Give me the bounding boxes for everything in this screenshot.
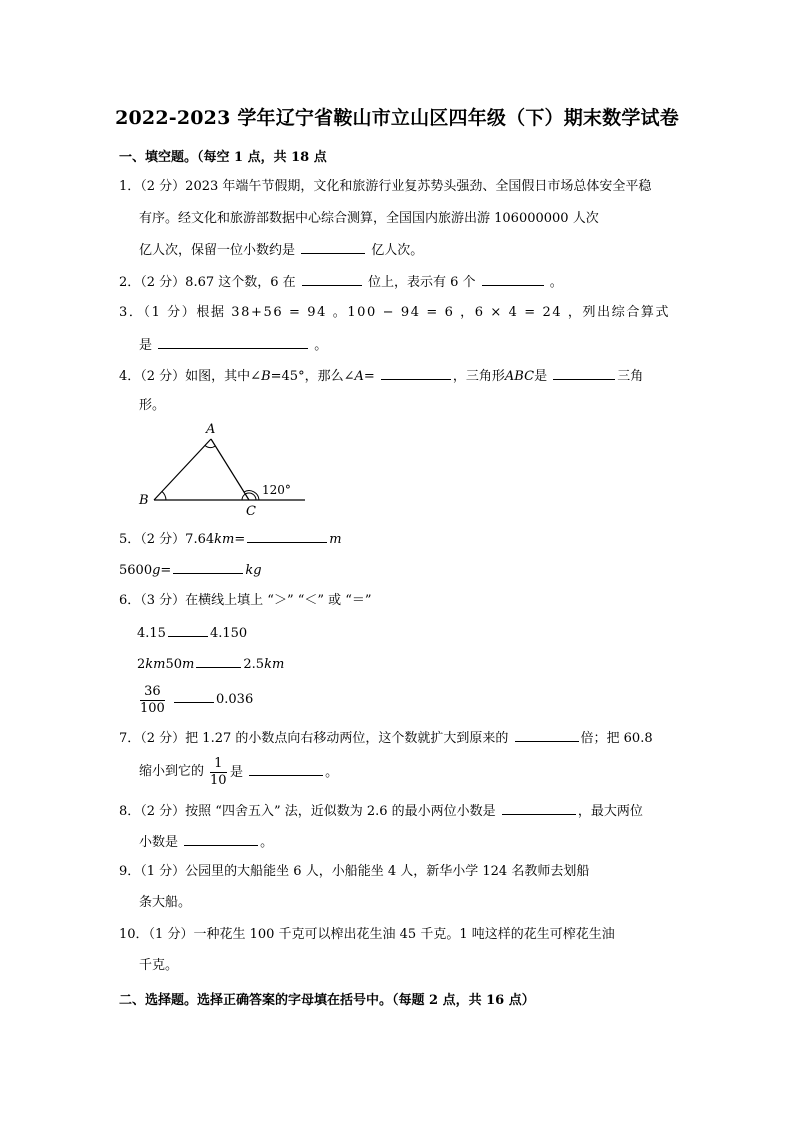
answer-blank[interactable] [247, 530, 327, 543]
fraction-36-100 [140, 684, 165, 717]
question-4-line-2: 形。 [139, 398, 166, 413]
fraction-numerator: 36 [140, 684, 165, 701]
question-3-line-2 [139, 336, 327, 355]
answer-blank[interactable] [553, 367, 615, 380]
fraction-1-10 [210, 756, 227, 789]
answer-blank[interactable] [249, 763, 323, 776]
answer-blank[interactable] [301, 241, 365, 254]
question-7-text-a: 7．（2 分）把 1.27 的小数点向右移动两位，这个数就扩大到原来的 [119, 731, 509, 746]
compare-left-km: 2 [137, 657, 146, 672]
unit-kg: kg [245, 563, 262, 578]
question-5-line-2 [119, 561, 262, 580]
question-7-text-e: 。 [325, 765, 339, 780]
question-2-text-c: 。 [549, 275, 563, 290]
question-2 [119, 273, 563, 292]
question-2-text-a: 2．（2 分）8.67 这个数，6 在 [119, 275, 296, 290]
question-4-line-1 [119, 367, 643, 386]
question-3-line-1: 3．（1 分）根据 38+56 = 94 。100 − 94 = 6 ，6 × 4 = 24 ，列出综合算式 [119, 305, 671, 320]
question-4-text-a: 4．（2 分）如图，其中∠ [119, 369, 262, 384]
question-1-text-b: 亿人次。 [371, 243, 424, 258]
compare-right: 0.036 [216, 692, 254, 707]
question-3-text-a: 是 [139, 338, 153, 353]
answer-blank[interactable] [184, 833, 258, 846]
equals-sign: = [234, 532, 246, 547]
angle-var-a: A [354, 369, 364, 384]
triangle-figure [130, 418, 310, 518]
question-7-text-c: 缩小到它的 [139, 764, 205, 779]
unit-m: m [182, 657, 195, 672]
question-7-text-d: 是 [230, 765, 244, 780]
answer-blank[interactable] [502, 802, 576, 815]
question-1-line-2: 有序。经文化和旅游部数据中心综合测算，全国国内旅游出游 106000000 人次 [139, 211, 599, 226]
page-title: 2022-2023 学年辽宁省鞍山市立山区四年级（下）期末数学试卷 [115, 107, 679, 129]
angle-var-b: B [261, 369, 271, 384]
question-8-text-b: ，最大两位 [577, 804, 643, 819]
question-1-line-3 [139, 241, 423, 260]
question-6-row-1 [137, 624, 247, 643]
vertex-label-a: A [206, 422, 216, 437]
question-8-text-a: 8．（2 分）按照 “四舍五入” 法，近似数为 2.6 的最小两位小数是 [119, 804, 496, 819]
question-7-line-1 [119, 729, 653, 748]
answer-blank[interactable] [168, 624, 208, 637]
fraction-numerator: 1 [210, 756, 227, 773]
answer-blank[interactable] [196, 655, 241, 668]
unit-km: km [214, 532, 235, 547]
angle-a-arc [205, 446, 215, 448]
answer-blank[interactable] [174, 690, 214, 703]
section-heading-2: 二、选择题。选择正确答案的字母填在括号中。（每题 2 点，共 16 点） [119, 993, 535, 1008]
compare-left-m: 50 [165, 657, 183, 672]
unit-km: km [145, 657, 166, 672]
answer-blank[interactable] [173, 561, 243, 574]
compare-right: 2.5 [243, 657, 265, 672]
vertex-label-b: B [139, 493, 149, 508]
question-4-text-c: =45°，那么∠ [270, 369, 355, 384]
fraction-denominator: 10 [210, 773, 227, 788]
equals-sign: = [160, 563, 172, 578]
answer-blank[interactable] [158, 336, 308, 349]
question-6-heading: 6．（3 分）在横线上填上 “＞” “＜” 或 “＝” [119, 593, 372, 608]
answer-blank[interactable] [381, 367, 451, 380]
question-4-text-f: ，三角形 [452, 369, 505, 384]
question-9-line-1: 9．（1 分）公园里的大船能坐 6 人，小船能坐 4 人，新华小学 124 名教师去划船 [119, 864, 590, 879]
question-4-text-e: = [363, 369, 375, 384]
side-ab [154, 439, 211, 500]
question-7-line-2 [139, 763, 204, 781]
question-8-text-c: 小数是 [139, 835, 179, 850]
question-8-line-2 [139, 833, 273, 852]
unit-m: m [329, 532, 342, 547]
question-5-line-1 [119, 530, 342, 549]
question-7-text-b: 倍；把 60.8 [580, 731, 653, 746]
question-10-line-1: 10．（1 分）一种花生 100 千克可以榨出花生油 45 千克。1 吨这样的花生可榨花生油 [119, 927, 615, 942]
compare-right: 4.150 [209, 626, 248, 641]
angle-label: 120° [262, 483, 291, 497]
question-8-line-1 [119, 802, 643, 821]
triangle-var: ABC [504, 369, 535, 384]
question-9-line-2: 条大船。 [139, 895, 192, 910]
question-6-row-2 [137, 655, 284, 674]
side-ac [211, 439, 249, 500]
question-1-line-1: 1．（2 分）2023 年端午节假期，文化和旅游行业复苏势头强劲、全国假日市场总体安全平稳 [119, 179, 652, 194]
question-4-text-h: 是 [534, 369, 548, 384]
question-8-text-d: 。 [260, 835, 274, 850]
answer-blank[interactable] [515, 729, 579, 742]
fraction-denominator: 100 [140, 701, 165, 716]
vertex-label-c: C [246, 504, 256, 518]
question-6-row-3 [172, 690, 253, 709]
question-7-line-2b [230, 763, 338, 782]
section-heading-1: 一、填空题。（每空 1 点，共 18 点 [119, 150, 327, 165]
question-3-text-b: 。 [314, 338, 328, 353]
question-4-text-i: 三角 [617, 369, 644, 384]
question-2-text-b: 位上，表示有 6 个 [367, 275, 476, 290]
question-1-text-a: 亿人次，保留一位小数约是 [139, 243, 296, 258]
unit-km: km [264, 657, 285, 672]
question-5-value-b: 5600 [119, 563, 153, 578]
angle-b-arc [162, 492, 166, 501]
answer-blank[interactable] [482, 273, 544, 286]
answer-blank[interactable] [302, 273, 362, 286]
unit-g: g [152, 563, 161, 578]
question-5-value: 5．（2 分）7.64 [119, 532, 215, 547]
compare-left: 4.15 [137, 626, 166, 641]
question-10-line-2: 千克。 [139, 958, 179, 973]
